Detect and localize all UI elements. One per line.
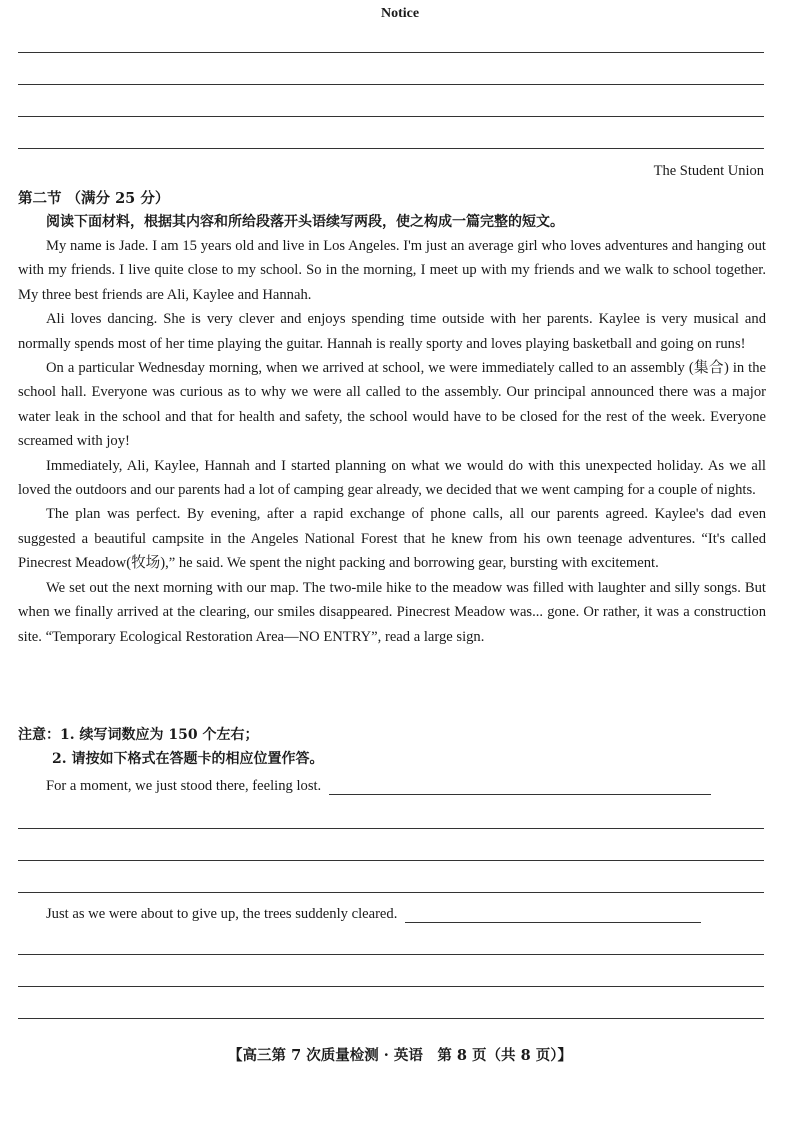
passage-paragraph: Ali loves dancing. She is very clever and enjoys spending time outside with her parents. Kaylee is very musical and normally spends most of her time playing the guitar. Hannah is really sporty and loves playing basketball and going on runs!: [18, 311, 766, 352]
passage-paragraph: We set out the next morning with our map. The two-mile hike to the meadow was filled with laughter and silly songs. But when we finally arrived at the clearing, our smiles disappeared. Pinecrest Meadow was... gone. Or rather, it was a construction site. “Temporary Ecological Restoration Area—NO ENTRY”, read a large sign.: [18, 579, 766, 645]
writing-notes: [18, 723, 324, 771]
answer-line: [18, 954, 764, 955]
answer-line: [18, 116, 764, 117]
answer-line: [18, 52, 764, 53]
answer-line: [18, 84, 764, 85]
passage-paragraph: On a particular Wednesday morning, when we arrived at school, we were immediately called to an assembly (集合) in the school hall. Everyone was curious as to why we were all called to the assembly. Our principal announced there was a major water leak in the school and that for health and safety, the school would have to be closed for the rest of the week. Everyone screamed with joy!: [18, 360, 766, 450]
opener-text: Just as we were about to give up, the trees suddenly cleared.: [46, 906, 398, 922]
section-instruction: 阅读下面材料，根据其内容和所给段落开头语续写两段，使之构成一篇完整的短文。: [46, 214, 564, 230]
answer-line: [329, 794, 711, 795]
answer-line: [405, 922, 701, 923]
answer-line: [18, 148, 764, 149]
paragraph-opener-2: [46, 906, 701, 923]
opener-text: For a moment, we just stood there, feeling lost.: [46, 778, 322, 794]
answer-line: [18, 860, 764, 861]
paragraph-opener-1: [46, 778, 711, 795]
passage-paragraph: Immediately, Ali, Kaylee, Hannah and I started planning on what we would do with this unexpected holiday. As we all loved the outdoors and our parents had a lot of camping gear already, we decided that we went camping for a couple of nights.: [18, 457, 766, 499]
passage-paragraph: My name is Jade. I am 15 years old and live in Los Angeles. I'm just an average girl who loves adventures and hanging out with my friends. I live quite close to my school. So in the morning, I meet up with my friends and we walk to school together. My three best friends are Ali, Kaylee and Hannah.: [18, 238, 766, 303]
notice-signature: The Student Union: [653, 163, 764, 179]
answer-line: [18, 828, 764, 829]
answer-line: [18, 986, 764, 987]
section-heading: 第二节 （满分 25 分）: [18, 190, 170, 207]
page-footer: 【高三第 7 次质量检测 · 英语 第 8 页（共 8 页）】: [228, 1047, 572, 1064]
note-line: 2. 请按如下格式在答题卡的相应位置作答。: [52, 751, 324, 767]
passage-paragraph: The plan was perfect. By evening, after a rapid exchange of phone calls, all our parents agreed. Kaylee's dad even suggested a beautiful campsite in the Angeles National Forest that he knew from his own teenage adventures. “It's called Pinecrest Meadow(牧场),” he said. We spent the night packing and borrowing gear, bursting with excitement.: [18, 506, 766, 572]
reading-passage: [18, 234, 766, 649]
answer-line: [18, 892, 764, 893]
note-line: 注意：1. 续写词数应为 150 个左右；: [18, 727, 259, 743]
notice-title: Notice: [380, 6, 420, 21]
answer-line: [18, 1018, 764, 1019]
